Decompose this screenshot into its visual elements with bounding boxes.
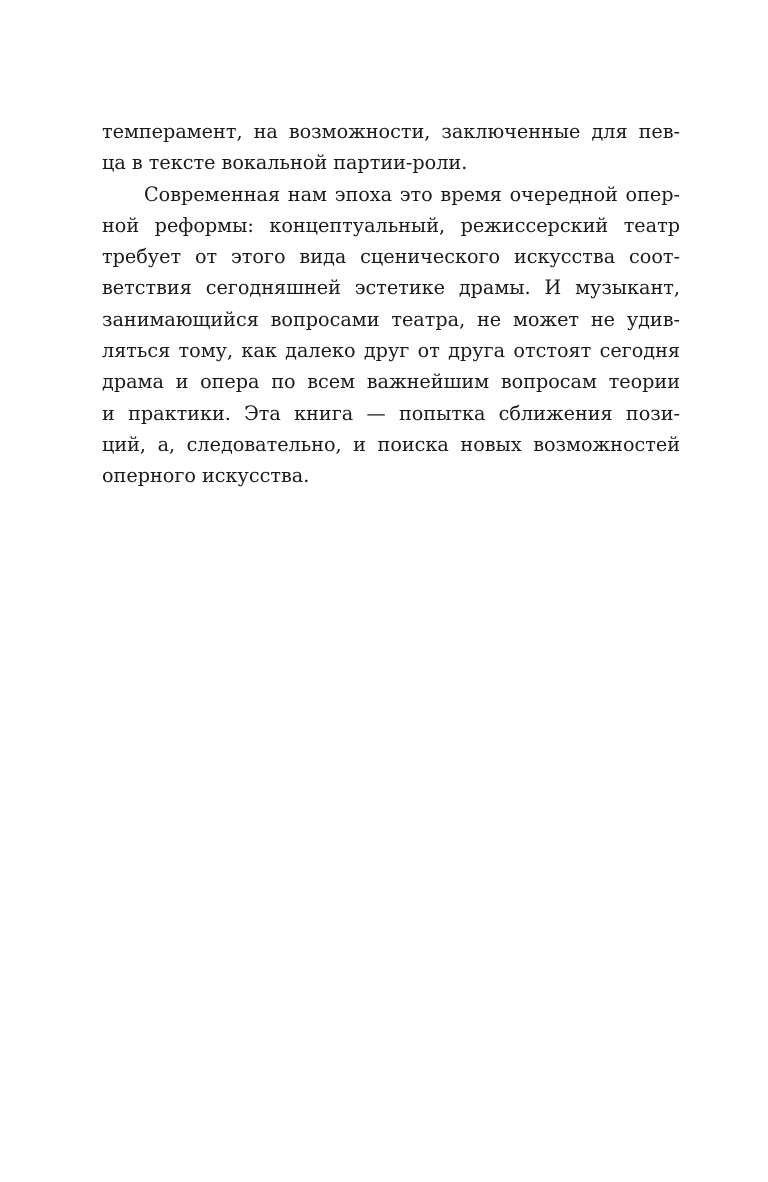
text-line: занимающийся вопросами театра, не может не удив- <box>102 307 680 331</box>
text-line: оперного искусства. <box>102 464 310 488</box>
text-line: ца в тексте вокальной партии-роли. <box>102 151 468 175</box>
text-line: и практики. Эта книга — попытка сближения пози- <box>102 401 680 425</box>
paragraph-2 <box>102 179 680 492</box>
text-line: ветствия сегодняшней эстетике драмы. И музыкант, <box>102 276 680 300</box>
text-line: ляться тому, как далеко друг от друга отстоят сегодня <box>102 339 680 363</box>
paragraph-1 <box>102 116 680 179</box>
text-line: ной реформы: концептуальный, режиссерский театр <box>102 213 680 237</box>
text-line: Современная нам эпоха это время очередной опер- <box>144 182 680 206</box>
text-line: драма и опера по всем важнейшим вопросам теории <box>102 370 680 394</box>
body-text <box>102 116 680 492</box>
text-line: требует от этого вида сценического искусства соот- <box>102 245 680 269</box>
text-line: темперамент, на возможности, заключенные для пев- <box>102 120 680 143</box>
text-line: ций, а, следовательно, и поиска новых возможностей <box>102 432 680 456</box>
